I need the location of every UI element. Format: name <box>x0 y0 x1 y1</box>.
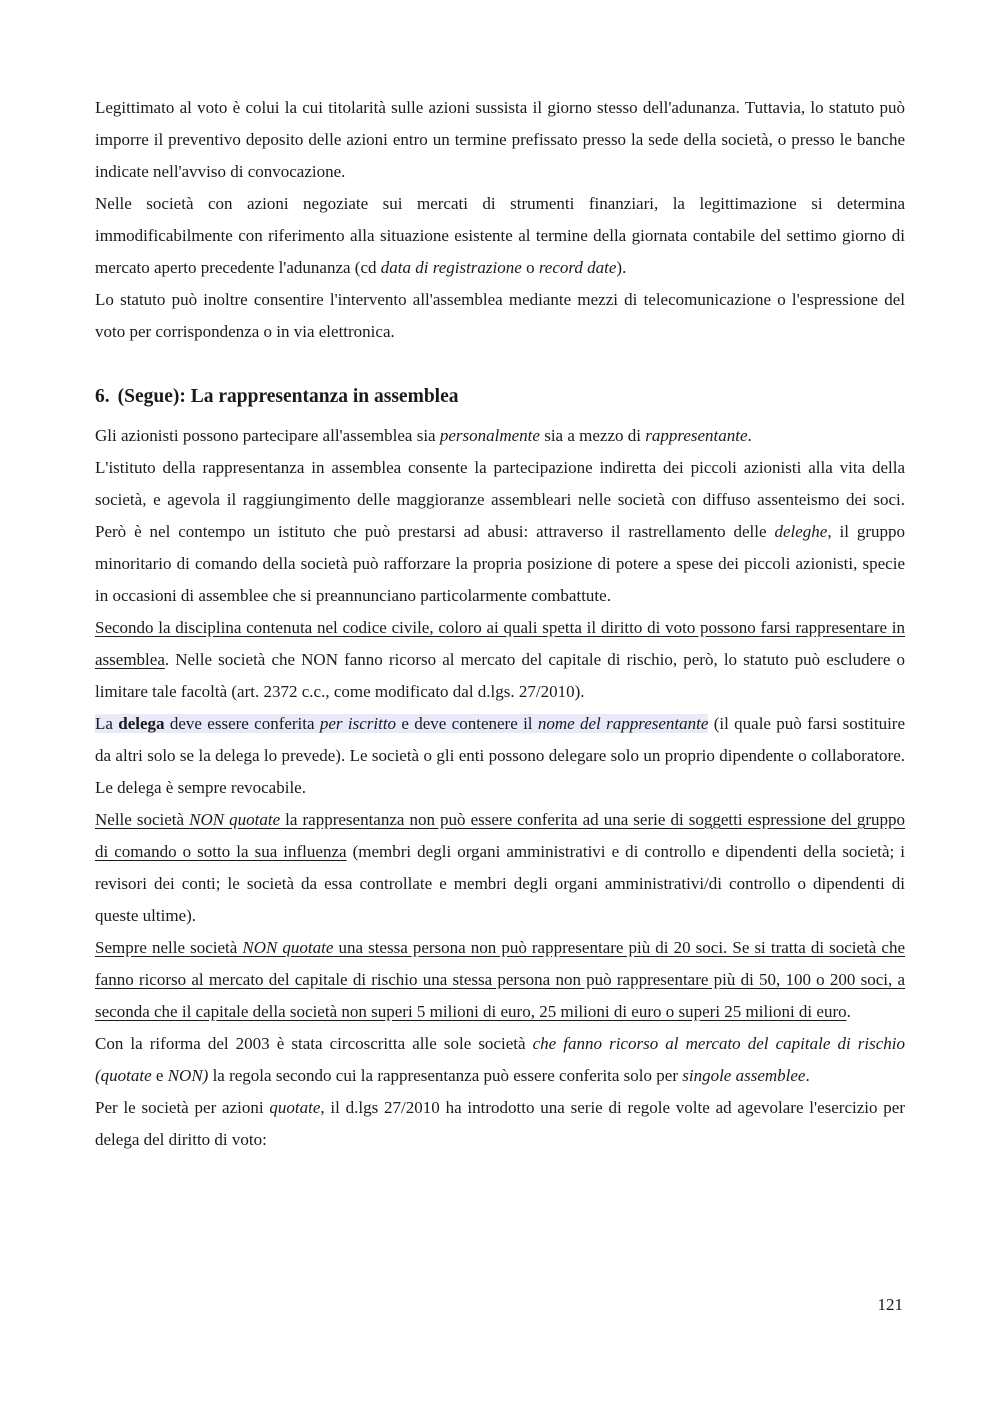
text: la regola secondo cui la rappresentanza può essere conferita solo per <box>208 1066 683 1085</box>
section-heading <box>95 382 905 412</box>
paragraph-non-quotate-restrictions <box>95 804 905 932</box>
underlined-italic-text: NON quotate <box>189 810 281 829</box>
italic-text: rappresentante <box>645 426 748 445</box>
text: e <box>151 1066 168 1085</box>
highlighted-text <box>95 714 708 733</box>
text: L'istituto della rappresentanza in assemblea consente la partecipazione indiretta dei piccoli azionisti alla vita della società, e agevola il raggiungimento delle maggioranze assembleari nelle società con diffuso assenteismo dei soci. Però è nel contempo un istituto che può prestarsi ad abusi: attraverso il rastrellamento delle <box>95 458 905 541</box>
paragraph-voting-legitimacy <box>95 92 905 188</box>
italic-text: NON) <box>167 1066 209 1085</box>
italic-text: per iscritto <box>319 714 397 733</box>
text: e deve contenere il <box>396 714 538 733</box>
paragraph-dlgs-2010 <box>95 1092 905 1156</box>
paragraph-civil-code <box>95 612 905 708</box>
text: , il d.lgs 27/2010 ha introdotto una serie di regole volte ad agevolare l'esercizio per delega del diritto di voto: <box>95 1098 905 1149</box>
text: (membri degli organi amministrativi e di controllo e dipendenti della società; i revisori dei conti; le società da essa controllate e membri degli organi amministrativi/di controllo o dipendenti di queste ultime). <box>95 842 906 925</box>
underlined-text: Nelle società <box>95 810 190 829</box>
text: Nelle società con azioni negoziate sui mercati di strumenti finanziari, la legittimazione si determina immodificabilmente con riferimento alla situazione esistente al termine della giornata contabile del settimo giorno di mercato aperto precedente l'adunanza (cd <box>95 194 905 277</box>
underlined-text: la rappresentanza non può essere conferita ad una serie di soggetti espressione del gruppo di comando o sotto la sua influenza <box>95 810 906 861</box>
text: o <box>521 258 539 277</box>
italic-text: deleghe <box>774 522 828 541</box>
text: . Nelle società che NON fanno ricorso al mercato del capitale di rischio, però, lo statuto può escludere o limitare tale facoltà (art. 2372 c.c., come modificato dal d.lgs. 27/2010). <box>95 650 905 701</box>
section-number: 6. <box>95 386 110 407</box>
text: Con la riforma del 2003 è stata circoscritta alle sole società <box>95 1034 533 1053</box>
text: , il gruppo minoritario di comando della società può rafforzare la propria posizione di potere a spese dei piccoli azionisti, specie in occasioni di assemblee che si preannunciano particolarmente combattute. <box>95 522 905 605</box>
text: . <box>747 426 752 445</box>
paragraph-record-date <box>95 188 905 284</box>
italic-text: record date <box>538 258 617 277</box>
italic-text: che fanno ricorso al mercato del capitale di rischio (quotate <box>95 1034 905 1085</box>
paragraph-reform-2003 <box>95 1028 905 1092</box>
paragraph-remote-voting <box>95 284 905 348</box>
text: sia a mezzo di <box>539 426 646 445</box>
italic-text: nome del rappresentante <box>537 714 709 733</box>
paragraph-representation-institute <box>95 452 905 612</box>
paragraph-delega <box>95 708 905 804</box>
paragraph-representation-limits <box>95 932 905 1028</box>
italic-text: quotate <box>269 1098 321 1117</box>
underlined-text: Secondo la disciplina contenuta nel codice civile, coloro ai quali spetta il diritto di voto possono farsi rappresentare in assemblea <box>95 618 905 669</box>
underlined-text: una stessa persona non può rappresentare più di 20 soci. Se si tratta di società che fanno ricorso al mercato del capitale di rischio una stessa persona non può rappresentare più di 50, 100 o 200 soci, a seconda che il capitale della società non superi 5 milioni di euro, 25 milioni di euro o superi 25 milioni di euro <box>95 938 905 1021</box>
text: . <box>805 1066 810 1085</box>
text: . <box>846 1002 851 1021</box>
italic-text: singole assemblee <box>682 1066 806 1085</box>
text: Lo statuto può inoltre consentire l'intervento all'assemblea mediante mezzi di telecomunicazione o l'espressione del voto per corrispondenza o in via elettronica. <box>95 290 905 341</box>
text: ). <box>616 258 627 277</box>
bold-text: delega <box>118 714 165 733</box>
text: deve essere conferita <box>164 714 320 733</box>
underlined-italic-text: NON quotate <box>242 938 334 957</box>
page-content <box>95 92 905 1156</box>
section-title: (Segue): La rappresentanza in assemblea <box>117 386 459 407</box>
paragraph-participation <box>95 420 905 452</box>
text: Per le società per azioni <box>95 1098 270 1117</box>
italic-text: personalmente <box>439 426 540 445</box>
text: Legittimato al voto è colui la cui titolarità sulle azioni sussista il giorno stesso dell'adunanza. Tuttavia, lo statuto può imporre il preventivo deposito delle azioni entro un termine prefissato presso la sede della società, o presso le banche indicate nell'avviso di convocazione. <box>95 98 905 181</box>
italic-text: data di registrazione <box>380 258 522 277</box>
underlined-text: Sempre nelle società <box>95 938 243 957</box>
text: La <box>95 714 119 733</box>
page-number: 121 <box>877 1295 903 1314</box>
text: (il quale può farsi sostituire da altri solo se la delega lo prevede). Le società o gli enti possono delegare solo un proprio dipendente o collaboratore. Le delega è sempre revocabile. <box>95 714 906 797</box>
text: Gli azionisti possono partecipare all'assemblea sia <box>95 426 440 445</box>
